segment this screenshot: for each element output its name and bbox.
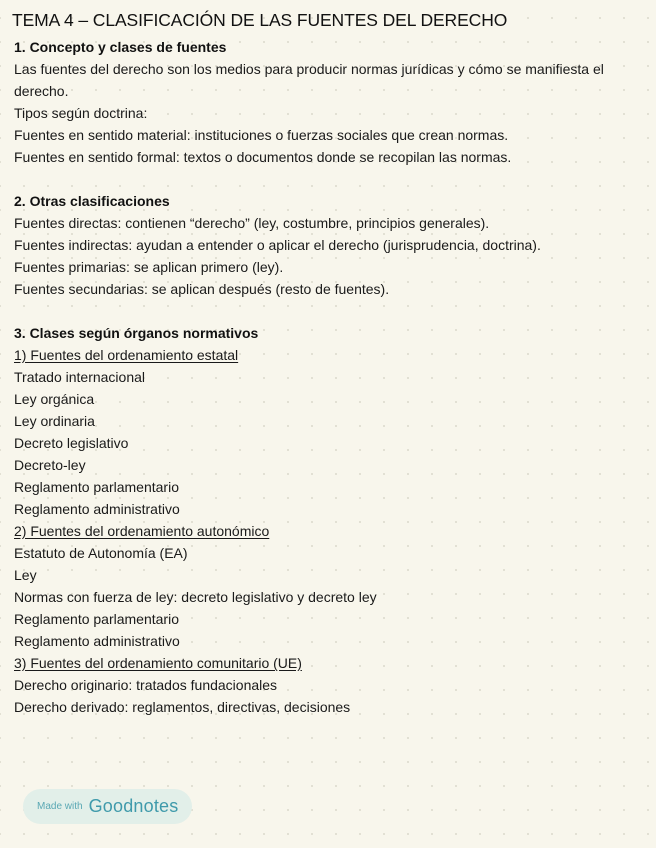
section-heading: 1. Concepto y clases de fuentes: [14, 39, 227, 55]
text-line: Las fuentes del derecho son los medios para producir normas jurídicas y cómo se manifiesta el derecho.: [14, 61, 604, 99]
list-item: Tratado internacional: [14, 369, 146, 385]
section-organos-normativos: [14, 322, 644, 718]
list-item: Decreto legislativo: [14, 435, 129, 451]
list-item: Reglamento parlamentario: [14, 611, 179, 627]
section-heading: 3. Clases según órganos normativos: [14, 325, 259, 341]
list-item: Derecho originario: tratados fundacionales: [14, 677, 278, 693]
made-with-goodnotes-badge[interactable]: [23, 789, 192, 824]
subheading-autonomico: 2) Fuentes del ordenamiento autonómico: [14, 523, 270, 539]
subheading-comunitario: 3) Fuentes del ordenamiento comunitario (UE): [14, 655, 302, 671]
text-line: Tipos según doctrina:: [14, 105, 148, 121]
list-item: Ley: [14, 567, 37, 583]
goodnotes-logo: Goodnotes: [88, 796, 179, 816]
text-line: Fuentes en sentido material: instituciones o fuerzas sociales que crean normas.: [14, 127, 509, 143]
section-heading: 2. Otras clasificaciones: [14, 193, 170, 209]
list-item: Estatuto de Autonomía (EA): [14, 545, 188, 561]
text-line: Fuentes indirectas: ayudan a entender o aplicar el derecho (jurisprudencia, doctrina).: [14, 237, 541, 253]
notes-page: [14, 8, 644, 718]
list-item: Reglamento administrativo: [14, 633, 180, 649]
text-line: Fuentes primarias: se aplican primero (ley).: [14, 259, 284, 275]
list-item: Decreto-ley: [14, 457, 86, 473]
subheading-estatal: 1) Fuentes del ordenamiento estatal: [14, 347, 239, 363]
list-item: Derecho derivado: reglamentos, directivas, decisiones: [14, 699, 351, 715]
badge-prefix: Made with: [37, 801, 83, 812]
text-line: Fuentes secundarias: se aplican después (resto de fuentes).: [14, 281, 390, 297]
list-item: Reglamento parlamentario: [14, 479, 179, 495]
list-item: Ley orgánica: [14, 391, 95, 407]
list-item: Normas con fuerza de ley: decreto legislativo y decreto ley: [14, 589, 377, 605]
list-item: Ley ordinaria: [14, 413, 95, 429]
text-line: Fuentes en sentido formal: textos o documentos donde se recopilan las normas.: [14, 149, 512, 165]
list-item: Reglamento administrativo: [14, 501, 180, 517]
page-title: TEMA 4 – CLASIFICACIÓN DE LAS FUENTES DEL DERECHO: [12, 10, 508, 30]
text-line: Fuentes directas: contienen “derecho” (ley, costumbre, principios generales).: [14, 215, 490, 231]
section-concepto: [14, 36, 644, 168]
section-otras-clasificaciones: [14, 190, 644, 300]
